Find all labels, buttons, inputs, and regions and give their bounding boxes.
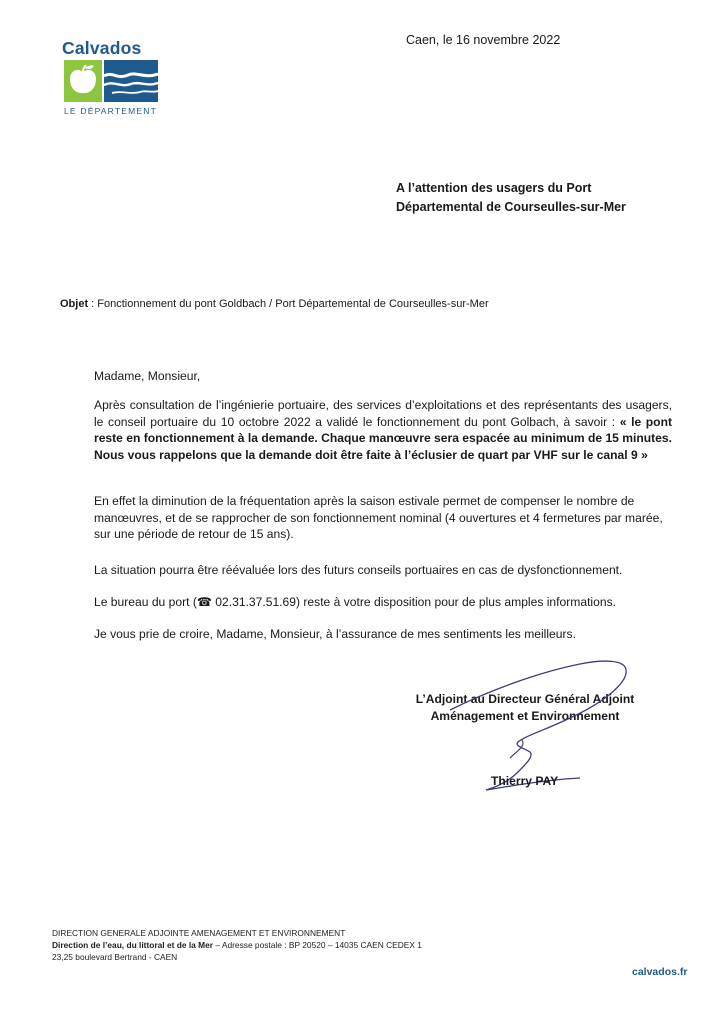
recipient-line: A l’attention des usagers du Port bbox=[396, 181, 592, 195]
paragraph-text: Le bureau du port ( bbox=[94, 595, 197, 609]
paragraph-context: En effet la diminution de la fréquentation après la saison estivale permet de compenser le nombre de manœuvres, et de se rapprocher de son fonctionnement nominal (4 ouvertures et 4 fermetures par marée, sur une période de retour de 15 ans). bbox=[94, 494, 663, 541]
apple-icon bbox=[64, 60, 102, 102]
recipient-line: Départemental de Courseulles-sur-Mer bbox=[396, 200, 626, 214]
phone-number: ☎ 02.31.37.51.69 bbox=[196, 595, 296, 609]
website-link[interactable]: calvados.fr bbox=[632, 966, 688, 978]
letter-object bbox=[60, 298, 489, 310]
logo-brand-text: Calvados bbox=[62, 38, 142, 58]
waves-icon bbox=[104, 60, 158, 102]
calvados-logo bbox=[62, 38, 162, 120]
footer-line bbox=[52, 939, 422, 951]
footer-line: DIRECTION GENERALE ADJOINTE AMENAGEMENT ET ENVIRONNEMENT bbox=[52, 928, 346, 938]
footer-address: – Adresse postale : BP 20520 – 14035 CAEN CEDEX 1 bbox=[213, 940, 422, 950]
recipient-block bbox=[396, 179, 626, 217]
signer-name: Thierry PAY bbox=[491, 774, 559, 788]
signatory-title-line: Aménagement et Environnement bbox=[430, 709, 620, 723]
footer-direction: Direction de l’eau, du littoral et de la Mer bbox=[52, 940, 214, 950]
logo-green-tile bbox=[64, 60, 102, 102]
footer-line: 23,25 boulevard Bertrand - CAEN bbox=[52, 952, 178, 962]
paragraph-bold-quote: « le pont reste en fonctionnement à la demande. Chaque manœuvre sera espacée au minimum de 15 minutes. Nous vous rappelons que la demande doit être faite à l’éclusier de quart par VHF sur le canal 9 » bbox=[94, 414, 672, 462]
place-date: Caen, le 16 novembre 2022 bbox=[406, 33, 561, 47]
logo-tiles bbox=[64, 60, 158, 102]
paragraph-text: Après consultation de l’ingénierie portuaire, des services d’exploitations et des représentants des usagers, le conseil portuaire du 10 octobre 2022 a validé le fonctionnement du pont Golbach, à savoir : bbox=[94, 398, 672, 429]
paragraph-contact bbox=[94, 594, 672, 611]
object-label: Objet bbox=[60, 298, 89, 310]
logo-subtitle: LE DÉPARTEMENT bbox=[64, 106, 158, 116]
paragraph-closing: Je vous prie de croire, Madame, Monsieur, à l’assurance de mes sentiments les meilleurs. bbox=[94, 627, 576, 641]
paragraph-text: ) reste à votre disposition pour de plus amples informations. bbox=[296, 595, 616, 609]
object-text: : Fonctionnement du pont Goldbach / Port Départemental de Courseulles-sur-Mer bbox=[88, 298, 489, 310]
salutation: Madame, Monsieur, bbox=[94, 369, 201, 383]
paragraph-reevaluation: La situation pourra être réévaluée lors des futurs conseils portuaires en cas de dysfonctionnement. bbox=[94, 563, 623, 577]
footer bbox=[52, 927, 422, 963]
logo-blue-tile bbox=[104, 60, 158, 102]
signatory-title-line: L’Adjoint au Directeur Général Adjoint bbox=[415, 692, 635, 706]
paragraph-decision bbox=[94, 397, 672, 463]
